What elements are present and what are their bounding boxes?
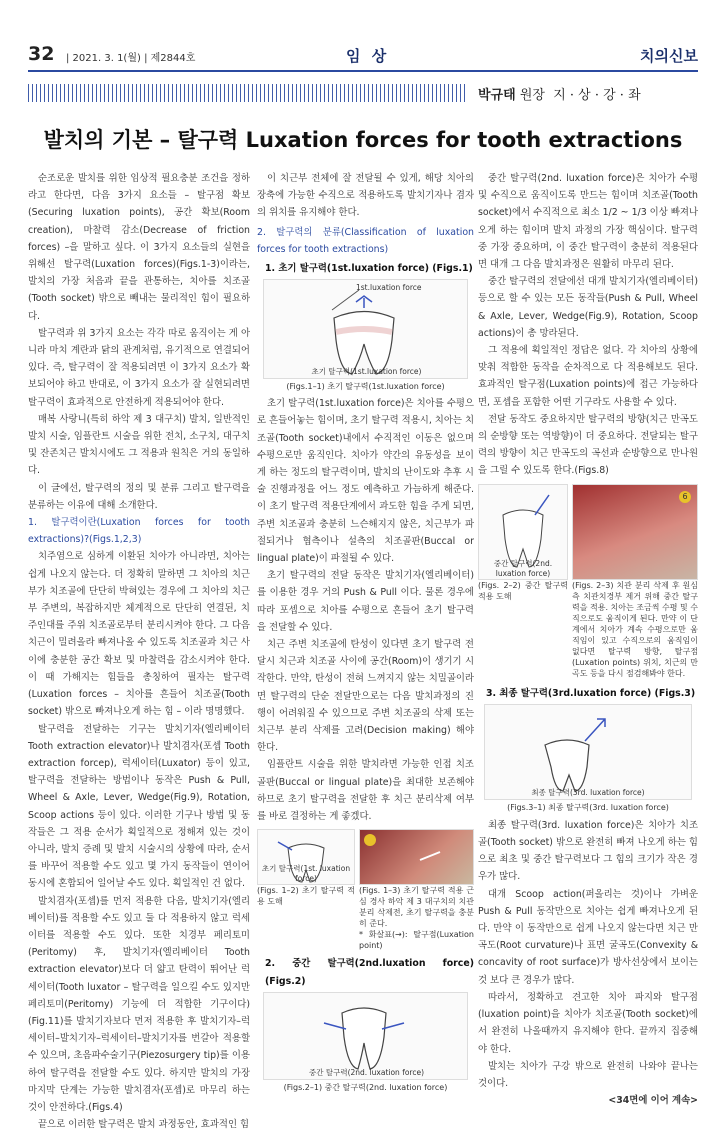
photo-badge: 6 — [679, 491, 691, 503]
text-column-1 — [28, 170, 250, 1133]
text-column-2 — [257, 170, 474, 1093]
figure-1-2 — [257, 829, 355, 951]
paragraph: 끝으로 이러한 탈구력은 발치 과정동안, 효과적인 힘 — [38, 1119, 250, 1131]
figure-caption: (Figs.1–1) 초기 탈구력(1st.luxation force) — [286, 382, 445, 392]
figure-row-1 — [257, 829, 474, 951]
figure-label: 1st.luxation force — [356, 283, 422, 293]
continued-note: <34면에 이어 계속> — [608, 1095, 698, 1107]
arrow-icon — [360, 830, 473, 886]
paragraph: 치근 주변 치조골에 탄성이 있다면 초기 탈구력 전달시 치근과 치조골 사이에 공간(Room)이 생기기 시작한다. 만약, 탄성이 전혀 느껴지지 않는 치밀골이라면 탈구력의 단순 전달만으로는 다음 발치과정의 진행이 어려워질 수 있으므로 주변 치조골의 삭제 또는 치근부 분리 삭제를 고려(Decision making) 해야 한다. — [257, 639, 474, 754]
clinical-photo — [572, 484, 698, 580]
tooth-illustration-icon — [264, 280, 469, 380]
paragraph: 발치는 치아가 구강 밖으로 완전히 나와야 끝나는 것이다. — [478, 1060, 698, 1089]
paragraph: 중간 탈구력의 전달에선 대개 발치기자(엘리베이터) 등으로 할 수 있는 모든 동작들(Push & Pull, Wheel & Axle, Lever, Wedge(Fig.9), Rotation, Scoop actions)이 총 망라된다. — [478, 276, 698, 339]
subheading-3rd: 3. 최종 탈구력(3rd.luxation force) (Figs.3) — [486, 687, 696, 699]
series-name: 지 · 상 · 강 · 좌 — [553, 88, 641, 103]
header-divider — [28, 70, 698, 72]
tooth-illustration-icon — [485, 705, 691, 801]
subheading-2nd: 2. 중간 탈구력(2nd.luxation force) (Figs.2) — [265, 958, 474, 987]
figure-inner-caption: 초기 탈구력(1st.luxation force) — [311, 367, 422, 377]
paragraph: 초기 탈구력(1st.luxation force)은 치아를 수평으로 흔들어놓는 힘이며, 초기 탈구력 적용시, 치아는 치조골(Tooth socket)내에서 수직적인 이동은 없으며 수평으로만 움직인다. 치아가 약간의 유동성을 보이게 하는 정도의 탈구력이며, 발치의 난이도와 추후 시술 진행과정을 어느 정도 예측하고 가늠하게 해준다. 이 초기 탈구력 적용단계에서 과도한 힘을 주게 되면, 주변 치조골과 충분히 느슨해지지 않은, 치근부가 파절되거나 협측이나 설측의 치조골판(Buccal or lingual plate)이 파절될 수 있다. — [257, 398, 475, 565]
author-role: 원장 — [515, 88, 545, 103]
paragraph: 이 치근부 전체에 잘 전달될 수 있게, 해당 치아의 장축에 가능한 수직으로 적용하도록 발치기자나 겸자의 위치를 유지해야 한다. — [257, 173, 474, 219]
paragraph: 따라서, 정확하고 견고한 치아 파지와 탈구점(luxation point)을 치아가 치조골(Tooth socket)에서 완전히 나올때까지 유지해야 한다. 끝까지 집중해야 한다. — [478, 991, 698, 1055]
clinical-photo — [359, 829, 474, 885]
paragraph: 매복 사랑니(특히 하악 제 3 대구치) 발치, 일반적인 발치 시술, 임플란트 시술을 위한 전치, 소구치, 대구치 및 잔존치근 발치시에도 그 적용과 원칙은 거의 동일하다. — [28, 413, 250, 477]
figure-caption: (Figs.2–1) 중간 탈구력(2nd. luxation force) — [283, 1082, 448, 1092]
figure-note: * 화살표(→): 탈구점(Luxation point) — [359, 930, 474, 951]
figure-1-3 — [359, 829, 474, 951]
column-banner-stripes — [28, 84, 468, 102]
paragraph: 전달 동작도 중요하지만 탈구력의 방향(치근 만곡도의 순방향 또는 역방향)이 더 중요하다. 전달되는 탈구력의 방향이 치근 만곡도의 곡선과 순방향으로 만나원을 그릴 수 있도록 한다.(Figs.8) — [478, 413, 698, 477]
subheading-1st: 1. 초기 탈구력(1st.luxation force) (Figs.1) — [265, 263, 473, 275]
figure-row-2 — [478, 484, 698, 679]
page-header — [28, 43, 698, 66]
subheading: 2. 탈구력의 분류(Classification of luxation forces for tooth extractions) — [257, 226, 474, 255]
paragraph: 발치겸자(포셉)를 먼저 적용한 다음, 발치기자(엘리베이터)를 적용할 수도 있고 둘 다 적용하지 않고 럭세이터를 적용할 수도 있다. 또한 치경부 페리토미(Peritomy) 후, 발치기자(엘리베이터 Tooth extraction elevator)보다 더 얇고 탄력이 뛰어난 럭세이터(Tooth luxator – 탈구력을 일으킬 수도 있지만 페리토미(Peritomy) 기능에 더 적합한 기구이다) (Fig.11)를 발치기자보다 먼저 적용한 후 발치기자–럭세이터–발치기자–럭세이터–발치기자를 번갈아 적용할 수 있으며, 초음파수술기구(Piezosurgery tip)를 이용하여 탈구력을 전달할 수도 있다. 하지만 발치의 가장 마지막 단계는 가능한 발치겸자(포셉)로 마무리 하는 것이 안전하다.(Figs.4) — [28, 895, 250, 1113]
paragraph: 대개 Scoop action(퍼올리는 것)이나 가벼운 Push & Pull 동작만으로 치아는 쉽게 빠져나오게 된다. 만약 이 동작만으로 쉽게 나오지 않는다면 치근 만곡도(Root curvature)나 표면 굴곡도(Convexity & concavity of root surface)가 방사선상에서 보이는 것 보다 큰 경우가 많다. — [478, 888, 698, 986]
paragraph: 순조로운 발치를 위한 임상적 필요충분 조건을 정하라고 한다면, 다음 3가지 요소들 – 탈구점 확보(Securing luxation points), 공간 확보(Room creation), 마찰력 감소(Decrease of friction forces) –을 말하고 싶다. 이 3가지 요소들의 실현을 위해선 탈구력(Luxation forces)(Figs.1-3)이라는, 발치의 가장 처음과 끝을 관통하는, 치아를 치조골(Tooth socket) 밖으로 빼내는 물리적인 힘이 필요하다. — [28, 173, 250, 322]
figure-caption: (Figs.3–1) 최종 탈구력(3rd. luxation force) — [507, 802, 669, 812]
page-number: 32 — [28, 43, 55, 65]
figure-caption: (Figs. 1–2) 초기 탈구력 적용 도해 — [257, 886, 355, 907]
figure-inner-caption: 중간 탈구력(2nd. luxation force) — [493, 558, 553, 578]
column-title — [478, 84, 641, 103]
figure-2-2 — [478, 484, 568, 679]
subheading: 1. 탈구력이란(Luxation forces for tooth extractions)?(Figs.1,2,3) — [28, 517, 250, 546]
figure-1-1 — [263, 279, 468, 379]
figure-inner-caption: 초기 탈구력(1st. luxation force) — [261, 864, 351, 884]
paragraph: 초기 탈구력의 전달 동작은 발치기자(엘리베이터)를 이용한 경우 거의 Push & Pull 이다. 물론 경우에 따라 포셉으로 치아를 수평으로 흔들어 초기 탈구력을 전달할 수 있다. — [257, 570, 474, 633]
figure-caption: (Figs. 2–3) 치관 분리 삭제 후 원심측 치관치경부 제거 위해 중간 탈구력을 적용. 치아는 조금씩 수평 및 수직으로도 움직이게 된다. 만약 이 단계에서 치아가 계속 수평으로만 움직임이 있고 수직으로의 움직임이 없다면 탈구력 방향, 탈구점(Luxation points) 위치, 치근의 만곡도 등을 다시 점검해봐야 한다. — [572, 580, 698, 678]
brand-name: 치의신보 — [640, 47, 698, 65]
paragraph: 중간 탈구력(2nd. luxation force)은 치아가 수평 및 수직으로 움직이도록 만드는 힘이며 치조골(Tooth socket)에서 수직적으로 최소 1/2 ~ 1/3 이상 빠져나오게 하는 힘이며 발치 과정의 가장 핵심이다. 탈구력 중 가장 중요하며, 이 중간 탈구력이 충분히 적용된다면 대개 그 다음 발치과정은 원활히 마무리 된다. — [478, 173, 698, 271]
figure-2-3 — [572, 484, 698, 679]
paragraph: 탈구력을 전달하는 기구는 발치기자(엘리베이터 Tooth extraction elevator)나 발치겸자(포셉 Tooth extraction forcep), 럭세이터(Luxator) 등이 있고, 탈구력을 전달하는 방법이나 동작은 Push & Pull, Wheel & Axle, Lever, Wedge(Fig.9), Rotation, Scoop actions 등이 있다. 이러한 기구나 방법 및 동작들은 그 적용 순서가 획일적으로 정해져 있는 것이 아니라, 발치 증례 및 발치 시술시의 상황에 따라, 순서를 바꾸어 적용할 수도 있고 몇 가지 동작들이 연이어 동시에 혼합되어 일어날 수도 있다. 획일적인 건 없다. — [28, 723, 250, 890]
figure-2-1 — [263, 992, 468, 1080]
text-column-3 — [478, 170, 698, 1109]
paragraph: 임플란트 시술을 위한 발치라면 가능한 인접 치조골판(Buccal or lingual plate)을 최대한 보존해야 하므로 초기 탈구력을 전달한 후 치근 분리삭제 여부를 바로 결정하는 게 좋겠다. — [257, 759, 474, 823]
figure-caption: (Figs. 2–2) 중간 탈구력 적용 도해 — [478, 580, 568, 601]
paragraph: 이 글에선, 탈구력의 정의 및 분류 그리고 탈구력을 분류하는 이유에 대해 소개한다. — [28, 482, 250, 511]
author-name: 박규태 — [478, 88, 516, 103]
figure-inner-caption: 최종 탈구력(3rd. luxation force) — [531, 787, 645, 797]
paragraph: 최종 탈구력(3rd. luxation force)은 치아가 치조골(Tooth socket) 밖으로 완전히 빠져 나오게 하는 힘으로 최초 및 중간 탈구력보다 그 힘의 크기가 작은 경우가 많다. — [478, 819, 698, 883]
paragraph: 그 적용에 획일적인 정답은 없다. 각 치아의 상황에 맞춰 적합한 동작을 순차적으로 다 적용해보도 된다. 효과적인 탈구점(Luxation points)에 접근 가능하다면, 포셉을 포함한 어떤 기구라도 사용할 수 있다. — [478, 345, 698, 408]
figure-inner-caption: 중간 탈구력(2nd. luxation force) — [308, 1067, 425, 1077]
article-title: 발치의 기본 – 탈구력 Luxation forces for tooth extractions — [43, 128, 683, 152]
section-title: 임 상 — [346, 47, 390, 65]
figure-3-1 — [484, 704, 692, 800]
issue-info: | 2021. 3. 1(월) | 제2844호 — [66, 53, 196, 64]
paragraph: 탈구력과 위 3가지 요소는 각각 따로 움직이는 게 아니라 마치 계란과 닭의 관계처럼, 유기적으로 연결되어 있다. 즉, 탈구력이 잘 적용되려면 이 3가지 요소가 확보되어야 하고 반대로, 이 3가지 요소가 잘 실현되려면 탈구력이 효과적으로 안전하게 적용되어야 한다. — [28, 327, 250, 408]
paragraph: 치주염으로 심하게 이환된 치아가 아니라면, 치아는 쉽게 나오지 않는다. 더 정확히 말하면 그 치아의 치근부가 치조골에 단단히 박혀있는 경우에 그 치아의 치근부 주변의, 복잡하지만 체계적으로 단단히 연결된, 치주인대를 주위 치조골로부터 분리시켜야 한다. 그 다음 치근이 밀려올라 빠져나올 수 있도록 치조골과 치근 사이에 충분한 공간 확보 및 마찰력을 감소시켜야 한다. 이 때 가해지는 힘들을 총칭하여 필자는 탈구력(Luxation forces – 치아를 흔들어 치조골(Tooth socket) 밖으로 빠져나오게 하는 힘 – 이라 명명했다. — [28, 551, 250, 718]
figure-caption: (Figs. 1–3) 초기 탈구력 적용 근심 경사 하악 제 3 대구치의 치관 분리 삭제전, 초기 탈구력을 충분히 준다. — [359, 886, 474, 929]
